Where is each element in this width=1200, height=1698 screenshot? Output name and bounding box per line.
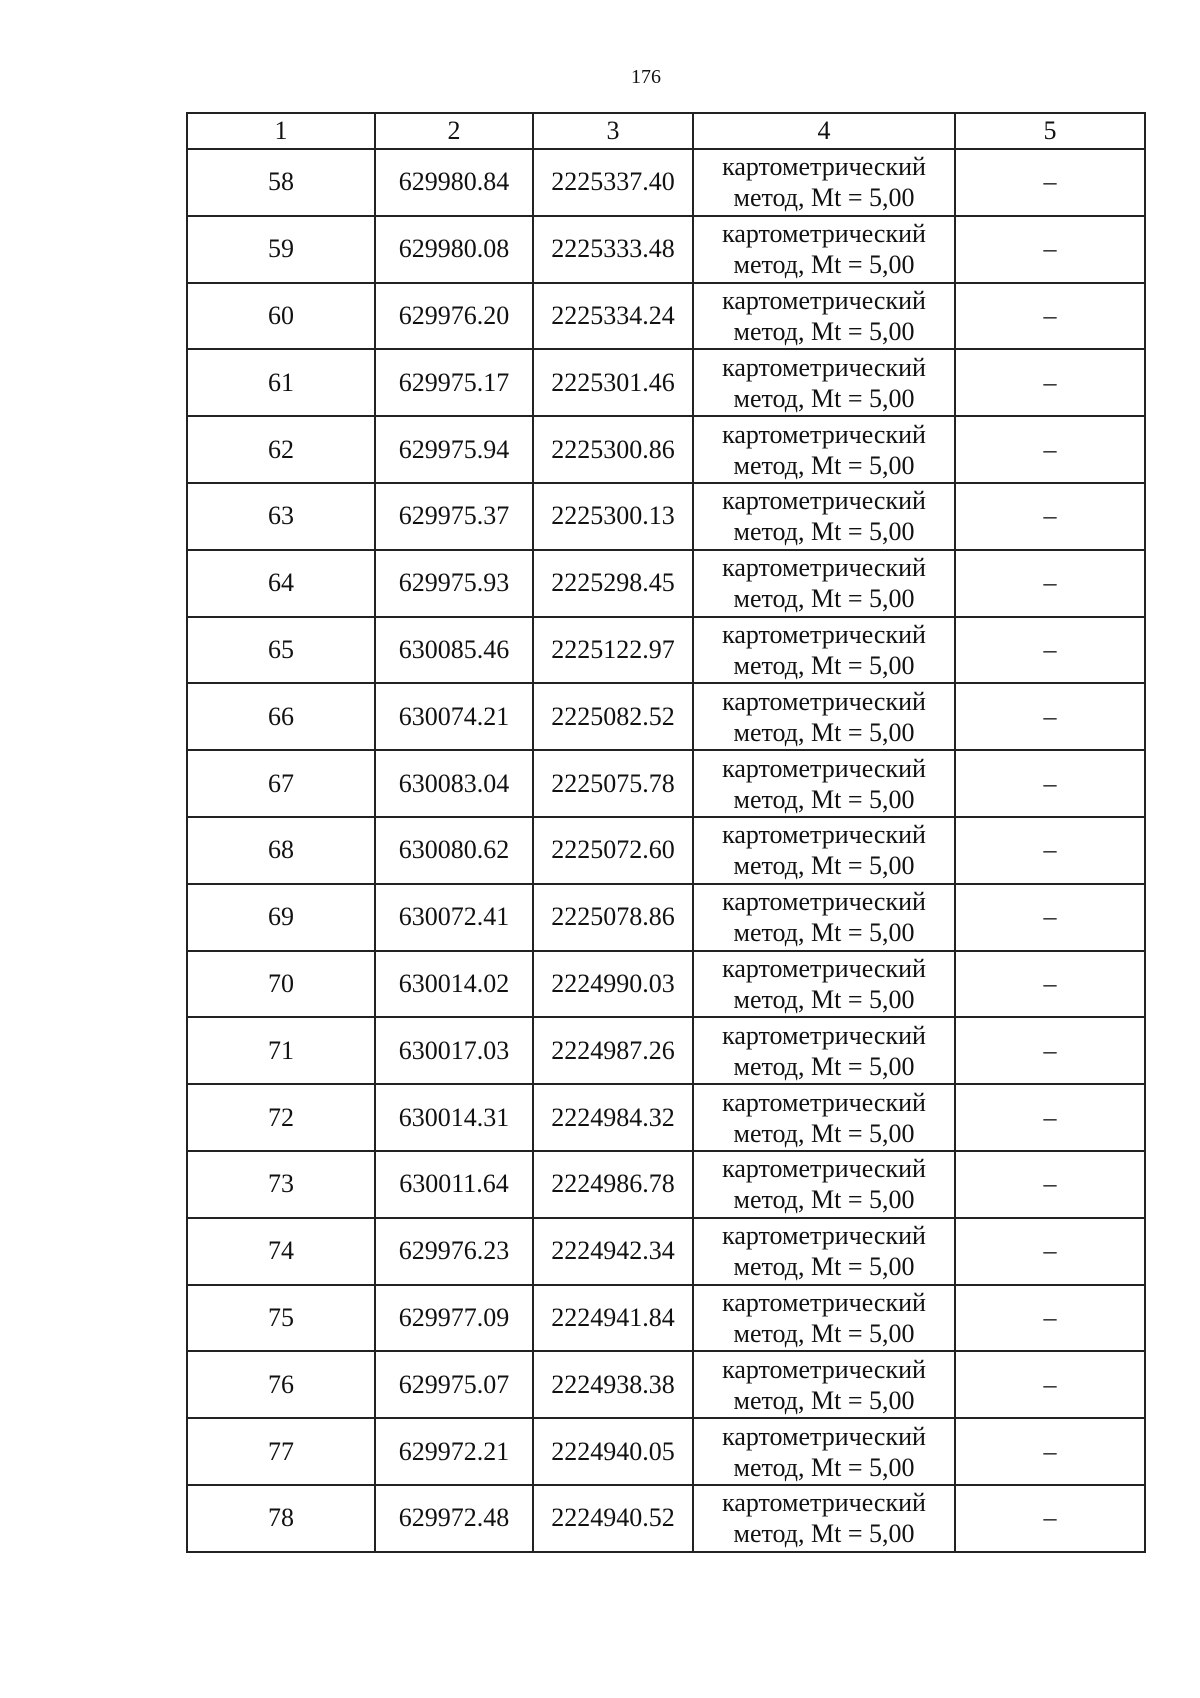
note-cell: – [955,683,1145,750]
note-cell: – [955,750,1145,817]
header-col-4: 4 [693,113,955,149]
y-coordinate-cell: 2225337.40 [533,149,693,216]
method-line-1: картометрический [722,619,926,649]
table-row [187,550,1145,617]
method-line-1: картометрический [722,352,926,382]
table-row [187,1017,1145,1084]
note-cell: – [955,349,1145,416]
point-number-cell: 65 [187,617,375,684]
y-coordinate-cell: 2225122.97 [533,617,693,684]
note-cell: – [955,149,1145,216]
point-number-cell: 74 [187,1218,375,1285]
point-number-cell: 63 [187,483,375,550]
point-number-cell: 71 [187,1017,375,1084]
x-coordinate-cell: 629975.17 [375,349,533,416]
x-coordinate-cell: 629972.21 [375,1418,533,1485]
y-coordinate-cell: 2225300.13 [533,483,693,550]
y-coordinate-cell: 2225072.60 [533,817,693,884]
method-line-2: метод, Mt = 5,00 [733,450,915,480]
method-line-2: метод, Mt = 5,00 [733,851,915,881]
method-cell [693,817,955,884]
table-row [187,1151,1145,1218]
method-line-2: метод, Mt = 5,00 [733,717,915,747]
y-coordinate-cell: 2225301.46 [533,349,693,416]
method-line-2: метод, Mt = 5,00 [733,1185,915,1215]
method-line-1: картометрический [722,152,926,182]
method-line-1: картометрический [722,1221,926,1251]
method-line-1: картометрический [722,1087,926,1117]
x-coordinate-cell: 629975.94 [375,416,533,483]
table-row [187,216,1145,283]
method-line-2: метод, Mt = 5,00 [733,1452,915,1482]
x-coordinate-cell: 630014.02 [375,951,533,1018]
page-number: 176 [631,66,661,88]
y-coordinate-cell: 2224942.34 [533,1218,693,1285]
x-coordinate-cell: 629976.23 [375,1218,533,1285]
method-line-2: метод, Mt = 5,00 [733,1051,915,1081]
point-number-cell: 77 [187,1418,375,1485]
method-line-2: метод, Mt = 5,00 [733,650,915,680]
y-coordinate-cell: 2225300.86 [533,416,693,483]
table-row [187,149,1145,216]
note-cell: – [955,884,1145,951]
table-row [187,349,1145,416]
table-row [187,1084,1145,1151]
table-row [187,1218,1145,1285]
method-cell [693,416,955,483]
header-col-1: 1 [187,113,375,149]
method-line-1: картометрический [722,553,926,583]
x-coordinate-cell: 630074.21 [375,683,533,750]
point-number-cell: 58 [187,149,375,216]
y-coordinate-cell: 2224941.84 [533,1285,693,1352]
x-coordinate-cell: 630011.64 [375,1151,533,1218]
method-line-1: картометрический [722,1354,926,1384]
table-header [187,113,1145,149]
method-cell [693,1418,955,1485]
method-line-1: картометрический [722,1020,926,1050]
table-row [187,416,1145,483]
x-coordinate-cell: 630085.46 [375,617,533,684]
point-number-cell: 66 [187,683,375,750]
method-line-1: картометрический [722,1488,926,1518]
x-coordinate-cell: 630014.31 [375,1084,533,1151]
x-coordinate-cell: 630083.04 [375,750,533,817]
method-cell [693,1084,955,1151]
note-cell: – [955,1017,1145,1084]
y-coordinate-cell: 2225075.78 [533,750,693,817]
method-line-2: метод, Mt = 5,00 [733,517,915,547]
point-number-cell: 78 [187,1485,375,1552]
coordinates-table [186,112,1146,1553]
method-line-2: метод, Mt = 5,00 [733,383,915,413]
x-coordinate-cell: 629975.07 [375,1351,533,1418]
point-number-cell: 64 [187,550,375,617]
method-cell [693,550,955,617]
note-cell: – [955,951,1145,1018]
point-number-cell: 73 [187,1151,375,1218]
method-line-2: метод, Mt = 5,00 [733,250,915,280]
method-line-2: метод, Mt = 5,00 [733,316,915,346]
method-cell [693,750,955,817]
method-cell [693,683,955,750]
method-cell [693,951,955,1018]
method-line-2: метод, Mt = 5,00 [733,1318,915,1348]
header-col-5: 5 [955,113,1145,149]
method-line-2: метод, Mt = 5,00 [733,584,915,614]
note-cell: – [955,817,1145,884]
method-line-2: метод, Mt = 5,00 [733,183,915,213]
note-cell: – [955,283,1145,350]
note-cell: – [955,1151,1145,1218]
method-cell [693,1017,955,1084]
table-row [187,951,1145,1018]
method-line-1: картометрический [722,1154,926,1184]
point-number-cell: 76 [187,1351,375,1418]
table-row [187,884,1145,951]
method-cell [693,617,955,684]
table-row [187,1485,1145,1552]
x-coordinate-cell: 630080.62 [375,817,533,884]
x-coordinate-cell: 629975.37 [375,483,533,550]
note-cell: – [955,216,1145,283]
method-line-1: картометрический [722,953,926,983]
note-cell: – [955,416,1145,483]
note-cell: – [955,1218,1145,1285]
method-line-1: картометрический [722,219,926,249]
method-line-1: картометрический [722,1421,926,1451]
x-coordinate-cell: 630017.03 [375,1017,533,1084]
table-body [187,149,1145,1552]
table-row [187,283,1145,350]
point-number-cell: 59 [187,216,375,283]
point-number-cell: 62 [187,416,375,483]
method-line-1: картометрический [722,486,926,516]
y-coordinate-cell: 2225082.52 [533,683,693,750]
method-line-1: картометрический [722,1287,926,1317]
y-coordinate-cell: 2224990.03 [533,951,693,1018]
point-number-cell: 68 [187,817,375,884]
method-cell [693,1285,955,1352]
method-line-2: метод, Mt = 5,00 [733,984,915,1014]
y-coordinate-cell: 2225078.86 [533,884,693,951]
note-cell: – [955,617,1145,684]
x-coordinate-cell: 629980.08 [375,216,533,283]
note-cell: – [955,1285,1145,1352]
point-number-cell: 67 [187,750,375,817]
header-row [187,113,1145,149]
method-cell [693,1351,955,1418]
method-cell [693,884,955,951]
x-coordinate-cell: 630072.41 [375,884,533,951]
point-number-cell: 60 [187,283,375,350]
y-coordinate-cell: 2224986.78 [533,1151,693,1218]
method-line-2: метод, Mt = 5,00 [733,1252,915,1282]
point-number-cell: 61 [187,349,375,416]
y-coordinate-cell: 2225298.45 [533,550,693,617]
table-row [187,750,1145,817]
note-cell: – [955,483,1145,550]
note-cell: – [955,1351,1145,1418]
point-number-cell: 70 [187,951,375,1018]
method-line-2: метод, Mt = 5,00 [733,784,915,814]
method-cell [693,283,955,350]
header-col-3: 3 [533,113,693,149]
table-row [187,483,1145,550]
note-cell: – [955,1418,1145,1485]
method-line-2: метод, Mt = 5,00 [733,918,915,948]
y-coordinate-cell: 2224940.05 [533,1418,693,1485]
x-coordinate-cell: 629980.84 [375,149,533,216]
note-cell: – [955,1485,1145,1552]
table-row [187,617,1145,684]
x-coordinate-cell: 629975.93 [375,550,533,617]
method-line-2: метод, Mt = 5,00 [733,1519,915,1549]
method-line-2: метод, Mt = 5,00 [733,1118,915,1148]
method-line-1: картометрический [722,887,926,917]
x-coordinate-cell: 629976.20 [375,283,533,350]
point-number-cell: 69 [187,884,375,951]
method-cell [693,349,955,416]
method-cell [693,1485,955,1552]
method-cell [693,216,955,283]
point-number-cell: 72 [187,1084,375,1151]
y-coordinate-cell: 2224987.26 [533,1017,693,1084]
header-col-2: 2 [375,113,533,149]
method-line-1: картометрический [722,419,926,449]
y-coordinate-cell: 2224938.38 [533,1351,693,1418]
method-line-1: картометрический [722,753,926,783]
y-coordinate-cell: 2225333.48 [533,216,693,283]
table-row [187,1418,1145,1485]
method-line-1: картометрический [722,686,926,716]
method-cell [693,149,955,216]
point-number-cell: 75 [187,1285,375,1352]
table-row [187,1285,1145,1352]
note-cell: – [955,550,1145,617]
method-line-1: картометрический [722,285,926,315]
method-line-1: картометрический [722,820,926,850]
table-row [187,683,1145,750]
y-coordinate-cell: 2224940.52 [533,1485,693,1552]
y-coordinate-cell: 2225334.24 [533,283,693,350]
x-coordinate-cell: 629977.09 [375,1285,533,1352]
y-coordinate-cell: 2224984.32 [533,1084,693,1151]
method-line-2: метод, Mt = 5,00 [733,1385,915,1415]
table-row [187,817,1145,884]
method-cell [693,483,955,550]
method-cell [693,1218,955,1285]
table-row [187,1351,1145,1418]
note-cell: – [955,1084,1145,1151]
method-cell [693,1151,955,1218]
x-coordinate-cell: 629972.48 [375,1485,533,1552]
